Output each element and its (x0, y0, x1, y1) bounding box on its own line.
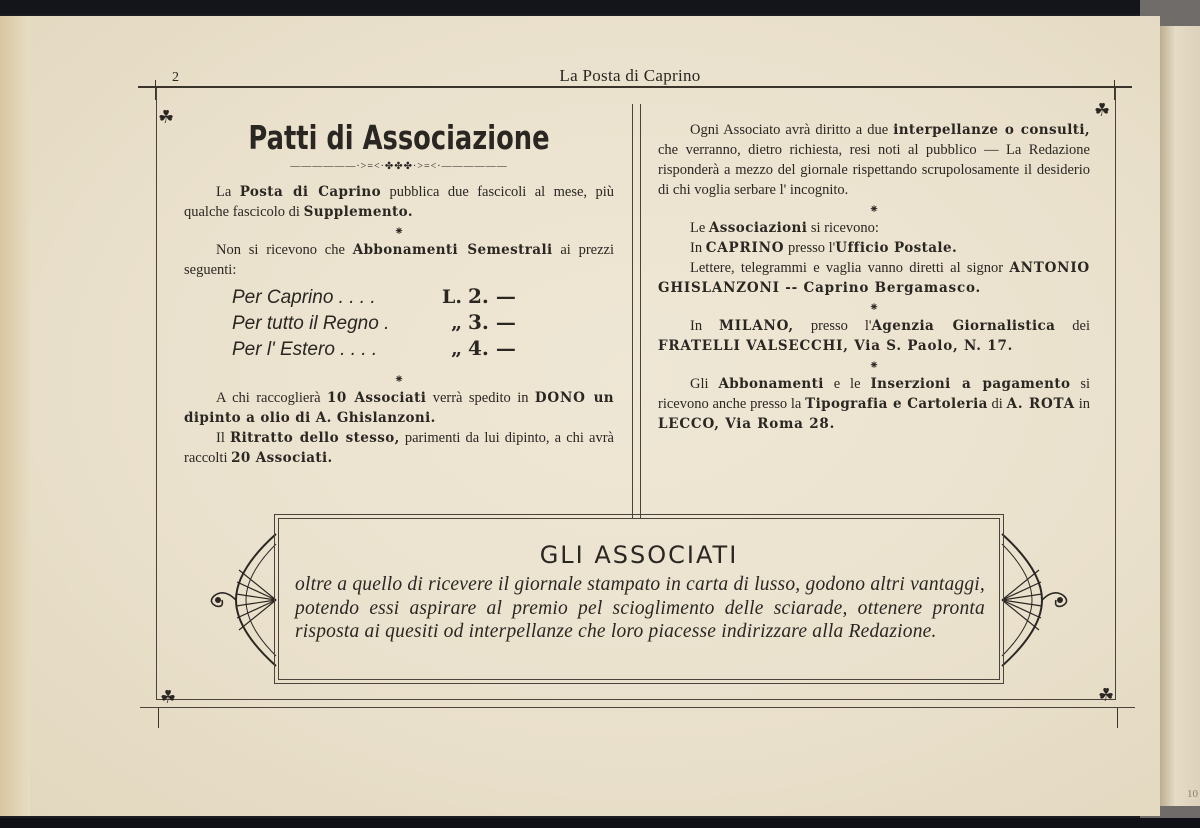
subscription-paragraph: Non si ricevono che Abbonamenti Semestrali ai prezzi seguenti: (184, 242, 614, 278)
clover-ornament-icon: ☘ (1098, 685, 1115, 705)
lecco-paragraph: Gli Abbonamenti e le Inserzioni a pagamento si ricevono anche presso la Tipografia e Cartoleria di A. ROTA in LECCO, Via Roma 28. (658, 376, 1090, 432)
right-column (658, 120, 1090, 434)
fan-scroll-ornament-icon (206, 530, 278, 670)
page-number: 2 (172, 70, 179, 85)
price-row: Per Caprino . . . . L. 2. — (232, 284, 516, 308)
rights-paragraph: Ogni Associato avrà diritto a due interpellanze o consulti, che verranno, dietro richiesta, resi noti al pubblico — La Redazione risponderà a mezzo del giornale rispettando scrupolosamente il desiderio di chi voglia serbare l' incognito. (658, 122, 1090, 198)
clover-ornament-icon: ☘ (158, 107, 175, 127)
footer-rule (140, 707, 1135, 708)
price-row: Per l' Estero . . . . „ 4. — (232, 336, 516, 360)
footer-tick-left (158, 708, 159, 728)
scan-background-bottom (0, 818, 1200, 828)
scan-background-top (0, 0, 1200, 14)
associates-notice-box (278, 518, 1000, 680)
page-title: Patti di Associazione (248, 118, 550, 157)
portrait-paragraph: Il Ritratto dello stesso, parimenti da lui dipinto, a chi avrà raccolti 20 Associati. (184, 430, 614, 466)
left-column (184, 118, 614, 468)
fan-scroll-ornament-icon (1000, 530, 1072, 670)
asterism-separator: ⁕ (868, 202, 880, 216)
title-divider: ——————·>=<·✤✤✤·>=<·—————— (290, 161, 508, 172)
intro-paragraph: La Posta di Caprino pubblica due fascicoli al mese, più qualche fascicolo di Supplemento. (184, 184, 614, 220)
footer-tick-right (1117, 708, 1118, 728)
letters-paragraph: Lettere, telegrammi e vaglia vanno diretti al signor ANTONIO GHISLANZONI -- Caprino Bergamasco. (658, 260, 1090, 296)
receive-paragraph: Le Associazioni si ricevono: (690, 220, 879, 236)
notice-text: oltre a quello di ricevere il giornale stampato in carta di lusso, godono altri vantaggi, potendo essi aspirare al premio pel scioglimento delle sciarade, ottenere pronta risposta ai quesiti od interpellanze che loro piacesse indirizzare alla Redazione. (295, 574, 985, 642)
price-row: Per tutto il Regno . „ 3. — (232, 310, 516, 334)
asterism-separator: ⁕ (868, 300, 880, 314)
running-head: La Posta di Caprino (559, 66, 701, 85)
column-rule-b (640, 104, 641, 518)
clover-ornament-icon: ☘ (160, 687, 177, 707)
next-page-edge (1158, 26, 1200, 806)
column-rule-a (632, 104, 633, 518)
notice-title: GLI ASSOCIATI (539, 541, 739, 569)
clover-ornament-icon: ☘ (1094, 100, 1111, 120)
asterism-separator: ⁕ (393, 224, 405, 238)
asterism-separator: ⁕ (393, 372, 405, 386)
milano-paragraph: In MILANO, presso l'Agenzia Giornalistica dei FRATELLI VALSECCHI, Via S. Paolo, N. 17. (658, 318, 1090, 354)
page-edge-shadow (0, 16, 30, 816)
caprino-paragraph: In CAPRINO presso l'Ufficio Postale. (690, 240, 958, 256)
gift-paragraph: A chi raccoglierà 10 Associati verrà spedito in DONO un dipinto a olio di A. Ghislanzoni. (184, 390, 615, 426)
next-page-fragment: 10 (1187, 788, 1198, 800)
asterism-separator: ⁕ (868, 358, 880, 372)
price-list (232, 286, 614, 364)
